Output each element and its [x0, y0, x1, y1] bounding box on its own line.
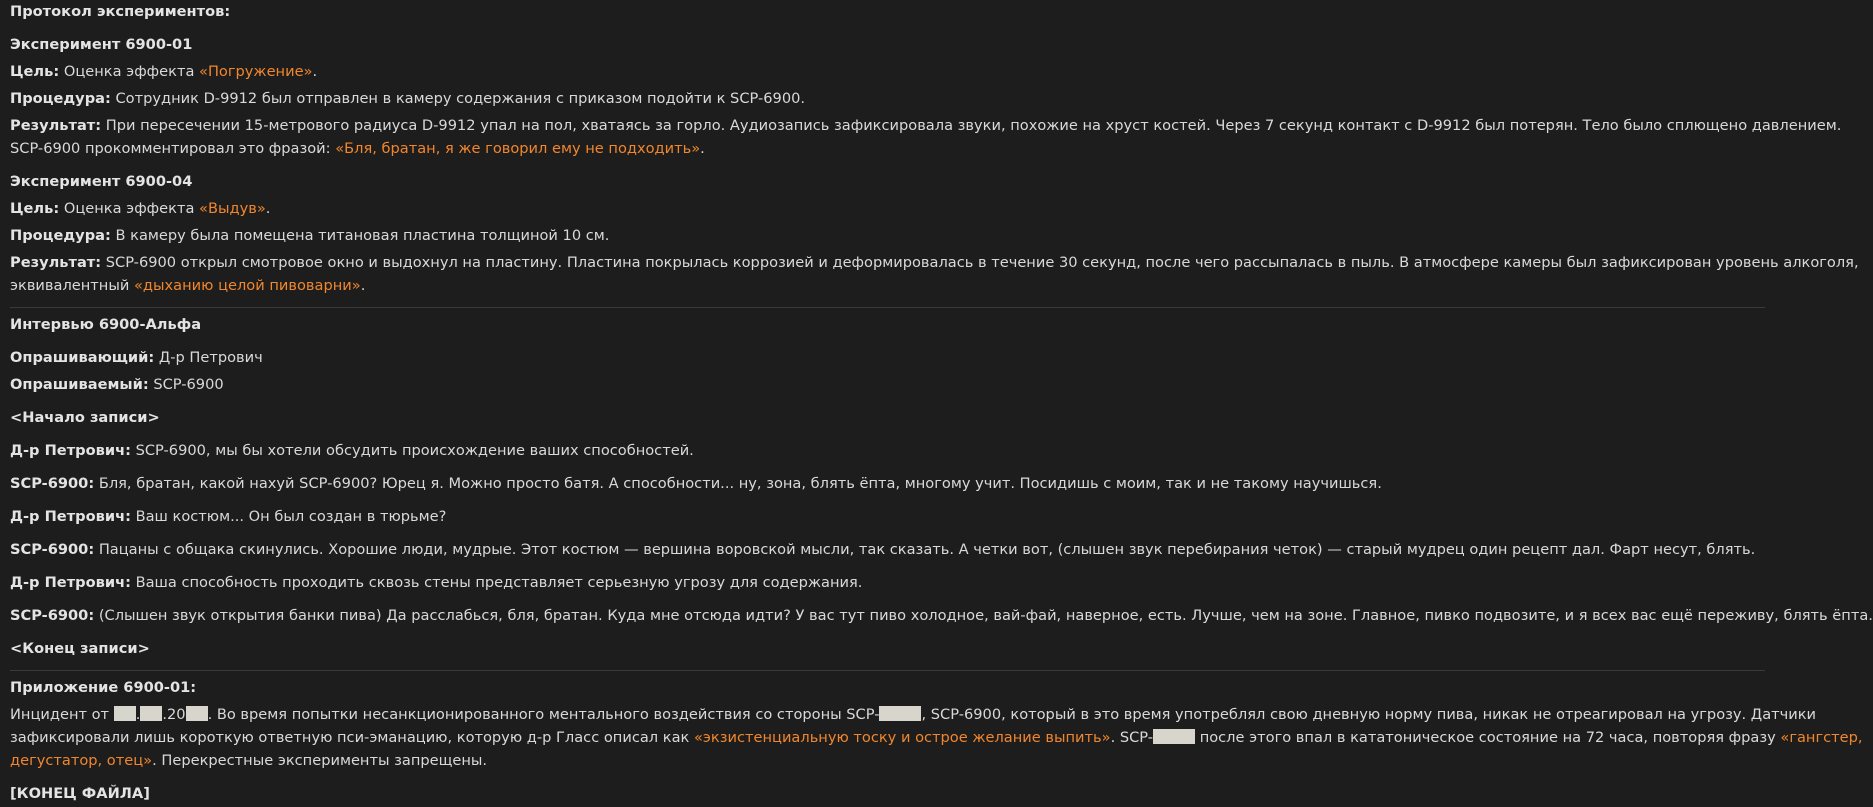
exp1-goal-label: Цель:: [10, 63, 60, 80]
protocol-title: [10, 3, 230, 20]
exp4-result: [10, 254, 1859, 271]
exp1-result-cont: SCP-6900 прокомментировал это фразой: «Бля, братан, я же говорил ему не подходить».: [10, 140, 705, 157]
redaction-block: [879, 706, 921, 721]
interviewer-label: Опрашивающий:: [10, 349, 155, 366]
dialogue-speaker: SCP-6900:: [10, 607, 95, 624]
exp4-goal: Цель: Оценка эффекта «Выдув».: [10, 200, 271, 217]
record-end-text: <Конец записи>: [10, 640, 150, 657]
exp4-goal-highlight: «Выдув»: [199, 200, 266, 217]
redaction-block: [1153, 729, 1195, 744]
dialogue-text: (Слышен звук открытия банки пива) Да расслабься, бля, братан. Куда мне отсюда идти? У вас тут пиво холодное, вай-фай, наверное, есть. Лучше, чем на зоне. Главное, пивко подвозите, и я всех вас ещё переживу, блять ёпта.: [98, 607, 1873, 624]
divider: [10, 307, 1765, 308]
exp1-result-text: При пересечении 15-метрового радиуса D-9912 упал на пол, хватаясь за горло. Аудиозапись зафиксировала звуки, похожие на хруст костей. Через 7 секунд контакт с D-9912 был потерян. Тело было сплющено давлением.: [105, 117, 1842, 134]
exp1-title: [10, 36, 192, 53]
exp1-result: [10, 117, 1841, 134]
appendix-highlight: дегустатор, отец»: [10, 752, 153, 769]
record-start: [10, 409, 160, 426]
appendix-highlight: «экзистенциальную тоску и острое желание выпить»: [693, 729, 1111, 746]
redaction-block: [140, 706, 162, 721]
appendix-text: . SCP-: [1110, 729, 1154, 746]
appendix-text: . Перекрестные эксперименты запрещены.: [152, 752, 488, 769]
exp4-procedure-label: Процедура:: [10, 227, 111, 244]
exp1-title-text: Эксперимент 6900-01: [10, 36, 193, 53]
dialogue-line: [10, 442, 694, 459]
exp4-title-text: Эксперимент 6900-04: [10, 173, 193, 190]
interviewee: [10, 376, 224, 393]
exp4-result-label: Результат:: [10, 254, 102, 271]
exp4-result-text: SCP-6900 открыл смотровое окно и выдохнул на пластину. Пластина покрылась коррозией и деформировалась в течение 30 секунд, после чего рассыпалась в пыль. В атмосфере камеры был зафиксирован уровень алкоголя,: [105, 254, 1859, 271]
interviewee-label: Опрашиваемый:: [10, 376, 149, 393]
appendix-text: .20: [162, 706, 186, 723]
dialogue-text: Ваша способность проходить сквозь стены представляет серьезную угрозу для содержания.: [135, 574, 863, 591]
dialogue-speaker: Д-р Петрович:: [10, 508, 131, 525]
interview-title-text: Интервью 6900-Альфа: [10, 316, 202, 333]
interviewer-name: Д-р Петрович: [158, 349, 263, 366]
dialogue-line: [10, 574, 862, 591]
dialogue-line: [10, 607, 1873, 624]
appendix-text: , SCP-6900, который в это время употреблял свою дневную норму пива, никак не отреагировал на угрозу. Датчики: [921, 706, 1817, 723]
dialogue-speaker: SCP-6900:: [10, 541, 95, 558]
exp1-procedure: [10, 90, 805, 107]
appendix-line-3: [10, 752, 487, 769]
exp1-procedure-text: Сотрудник D-9912 был отправлен в камеру содержания с приказом подойти к SCP-6900.: [115, 90, 806, 107]
interview-title: [10, 316, 201, 333]
dialogue-speaker: Д-р Петрович:: [10, 442, 131, 459]
protocol-title-text: Протокол экспериментов:: [10, 3, 231, 20]
exp1-goal: Цель: Оценка эффекта «Погружение».: [10, 63, 318, 80]
dialogue-text: SCP-6900, мы бы хотели обсудить происхождение ваших способностей.: [135, 442, 694, 459]
exp1-result-highlight: «Бля, братан, я же говорил ему не подходить»: [335, 140, 701, 157]
exp4-goal-text: Оценка эффекта: [63, 200, 195, 217]
appendix-highlight: «гангстер,: [1780, 729, 1863, 746]
dialogue-speaker: SCP-6900:: [10, 475, 95, 492]
exp4-goal-label: Цель:: [10, 200, 60, 217]
exp1-goal-text: Оценка эффекта: [63, 63, 195, 80]
dialogue-line: [10, 508, 446, 525]
exp1-result-label: Результат:: [10, 117, 102, 134]
dialogue-text: Пацаны с общака скинулись. Хорошие люди, мудрые. Этот костюм — вершина воровской мысли, так сказать. А четки вот, (слышен звук перебирания четок) — старый мудрец один рецепт дал. Фарт несут, блять.: [98, 541, 1756, 558]
redaction-block: [186, 706, 208, 721]
appendix-line-2: [10, 729, 1863, 746]
dialogue-line: [10, 475, 1382, 492]
appendix-line-1: [10, 706, 1816, 723]
appendix-text: после этого впал в кататоническое состояние на 72 часа, повторяя фразу: [1199, 729, 1776, 746]
exp4-result-cont: эквивалентный «дыханию целой пивоварни».: [10, 277, 366, 294]
exp4-result-text-2: эквивалентный: [10, 277, 130, 294]
dialogue-text: Бля, братан, какой нахуй SCP-6900? Юрец я. Можно просто батя. А способности... ну, зона, блять ёпта, многому учит. Посидишь с моим, так и не такому научишься.: [98, 475, 1382, 492]
exp1-result-text-2: SCP-6900 прокомментировал это фразой:: [10, 140, 331, 157]
divider: [10, 670, 1765, 671]
exp4-title: [10, 173, 192, 190]
appendix-text: . Во время попытки несанкционированного ментального воздействия со стороны SCP-: [207, 706, 880, 723]
record-end: [10, 640, 150, 657]
redaction-block: [114, 706, 136, 721]
exp4-result-highlight: «дыханию целой пивоварни»: [134, 277, 361, 294]
appendix-text: Инцидент от: [10, 706, 110, 723]
appendix-title-text: Приложение 6900-01:: [10, 679, 197, 696]
appendix-text: зафиксировали лишь короткую ответную пси-эманацию, которую д-р Гласс описал как: [10, 729, 690, 746]
end-of-file-text: [КОНЕЦ ФАЙЛА]: [10, 785, 150, 802]
dialogue-line: [10, 541, 1755, 558]
exp1-procedure-label: Процедура:: [10, 90, 111, 107]
record-start-text: <Начало записи>: [10, 409, 160, 426]
dialogue-speaker: Д-р Петрович:: [10, 574, 131, 591]
end-of-file: [10, 785, 150, 802]
interviewer: [10, 349, 263, 366]
appendix-title: [10, 679, 196, 696]
exp1-goal-highlight: «Погружение»: [199, 63, 313, 80]
exp4-procedure-text: В камеру была помещена титановая пластина толщиной 10 см.: [115, 227, 610, 244]
interviewee-name: SCP-6900: [153, 376, 224, 393]
dialogue-text: Ваш костюм... Он был создан в тюрьме?: [135, 508, 447, 525]
exp4-procedure: [10, 227, 609, 244]
appendix-text: .: [135, 706, 141, 723]
